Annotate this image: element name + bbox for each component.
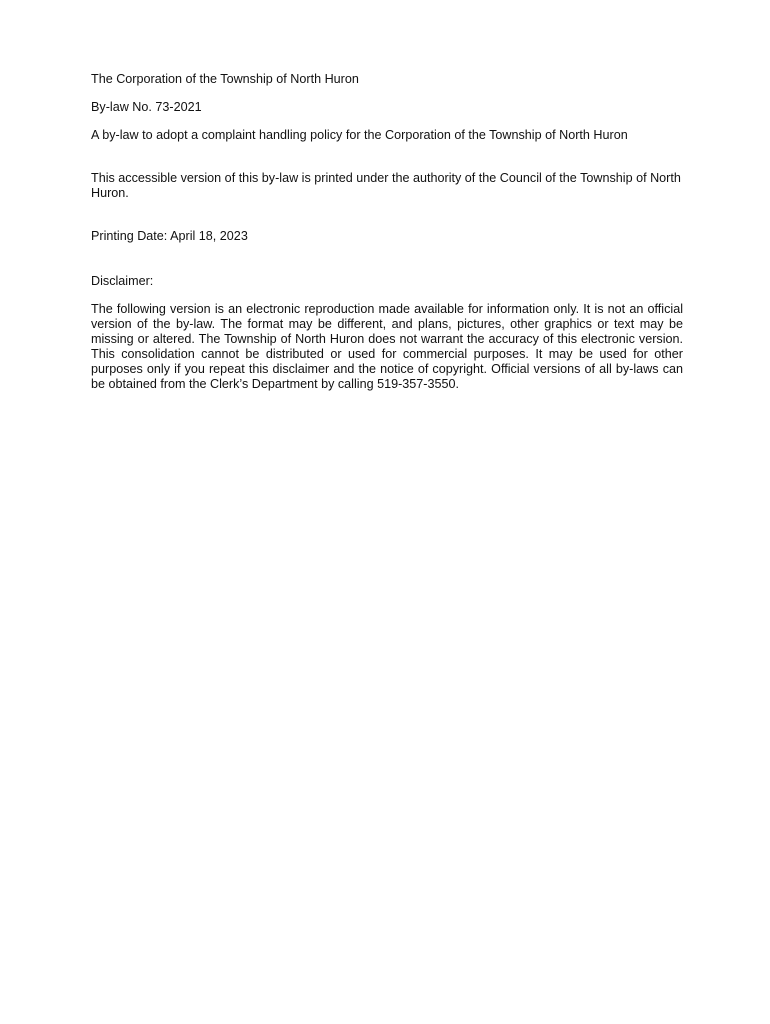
- disclaimer-text: The following version is an electronic reproduction made available for information only. It is not an official version of the by-law. The format may be different, and plans, pictures, other graphics or text may be missing or altered. The Township of North Huron does not warrant the accuracy of this electronic version. This consolidation cannot be distributed or used for commercial purposes. It may be used for other purposes only if you repeat this disclaimer and the notice of copyright. Official versions of all by-laws can be obtained from the Clerk’s Department by calling 519-357-3550.: [91, 302, 683, 391]
- accessible-version-notice: This accessible version of this by-law is printed under the authority of the Council of the Township of North Huron.: [91, 171, 681, 200]
- disclaimer-label: Disclaimer:: [91, 274, 154, 288]
- printing-date: Printing Date: April 18, 2023: [91, 229, 248, 243]
- bylaw-title: A by-law to adopt a complaint handling policy for the Corporation of the Township of North Huron: [91, 128, 628, 142]
- document-content: [91, 72, 683, 392]
- corporation-name: The Corporation of the Township of North Huron: [91, 72, 359, 86]
- bylaw-number: By-law No. 73-2021: [91, 100, 202, 114]
